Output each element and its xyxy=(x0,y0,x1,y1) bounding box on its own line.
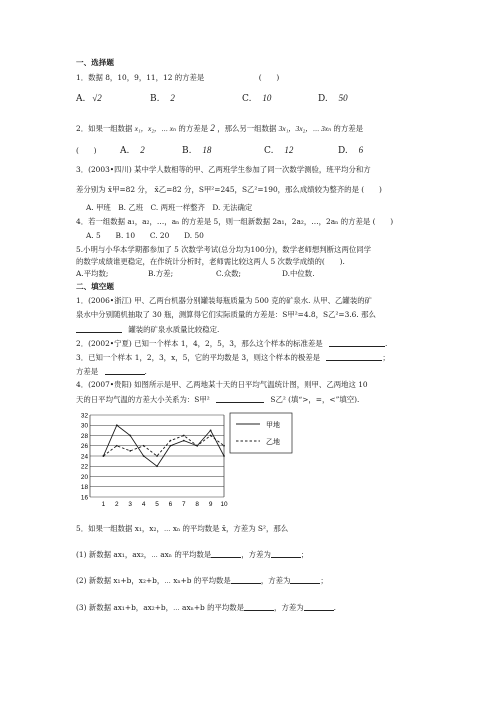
q4-line-1: 4．若一组数据 a₁，a₂，…，aₙ 的方差是 5，则一组新数据 2a₁，2a₂，…，2aₙ 的方差是 ( ) xyxy=(76,217,394,226)
data-point-s0-6 xyxy=(170,445,172,447)
f5-item-2 xyxy=(76,576,328,584)
q2-option-d-value: 6 xyxy=(358,145,364,155)
chart-x-axis xyxy=(102,501,228,508)
q5-option-c[interactable] xyxy=(216,270,241,277)
f2-answer-blank[interactable] xyxy=(329,339,385,347)
q1-option-b-letter: B. xyxy=(150,94,160,104)
f5-line-1: 5．如果一组数据 x₁，x₂，⋯ xₙ 的平均数是 x̄，方差为 S²，那么 xyxy=(76,524,289,533)
q2-text-4: 的方差是 xyxy=(333,124,363,133)
f5-item-2-text-b: ，方差为 xyxy=(260,576,291,585)
x-tick-label: 10 xyxy=(220,501,228,508)
f3-line-1: 3．已知一个样本 1，2，3，x，5，它的平均数是 3，则这个样本的极差是 ； xyxy=(76,353,390,362)
x-tick-label: 2 xyxy=(115,501,119,508)
q2-option-c-value: 12 xyxy=(284,145,294,155)
data-point-s1-7 xyxy=(183,435,185,437)
data-point-s0-7 xyxy=(183,440,185,442)
data-point-s0-4 xyxy=(143,455,145,457)
q5-option-a-value: 平均数; xyxy=(83,269,109,278)
y-tick-label: 22 xyxy=(80,463,88,471)
f3-variance-blank[interactable] xyxy=(105,367,145,375)
x-tick-label: 6 xyxy=(168,501,173,508)
y-tick-label: 24 xyxy=(80,453,88,461)
q2-stem xyxy=(76,124,363,133)
f3-text-2: 方差是 xyxy=(76,367,99,376)
q1-option-c[interactable] xyxy=(242,94,271,104)
chart-y-axis xyxy=(81,412,89,501)
q2-option-a[interactable] xyxy=(120,146,145,156)
q3-line-1: 3．(2003•四川) 某中学人数相等的甲、乙两班学生参加了同一次数学测验，班平均分和方 xyxy=(76,165,371,174)
q1-paren: ( ) xyxy=(258,73,280,82)
y-tick-label: 18 xyxy=(80,484,88,492)
f3-text-1: 3．已知一个样本 1，2，3，x，5，它的平均数是 3，则这个样本的极差是 xyxy=(76,353,321,362)
q5-option-d-value: 中位数. xyxy=(290,269,315,278)
x-tick-label: 7 xyxy=(182,501,186,508)
section-choice-heading: 一、选择题 xyxy=(76,58,114,67)
q5-line-1: 5.小明与小华本学期都参加了 5 次数学考试(总分均为100分)，数学老师想判断这两位同学 xyxy=(76,245,372,254)
f5-item-1-mean-blank[interactable] xyxy=(211,550,241,558)
data-point-s1-5 xyxy=(156,455,158,457)
f5-item-3-text-c: . xyxy=(333,603,336,612)
q2-option-b[interactable] xyxy=(182,146,211,156)
f2-line-1: 2．(2002•宁夏) 已知一个样本 1，4，2，5，3，那么这个样本的标准差是 . xyxy=(76,339,388,348)
f5-item-2-text-a: (2) 新数据 x₁+b，x₂+b，⋯ xₙ+b 的平均数是 xyxy=(76,576,231,585)
f5-item-1 xyxy=(76,550,308,558)
q4-options[interactable]: A. 5 B. 10 C. 20 D. 50 xyxy=(86,231,204,240)
f5-item-2-text-c: ； xyxy=(320,576,328,585)
data-point-s0-5 xyxy=(156,465,158,467)
legend-label-jia: 甲地 xyxy=(266,422,280,429)
data-point-s1-4 xyxy=(143,445,145,447)
data-point-s0-9 xyxy=(210,429,212,431)
f2-text: 2．(2002•宁夏) 已知一个样本 1，4，2，5，3，那么这个样本的标准差是 xyxy=(76,339,323,348)
q1-stem xyxy=(76,74,279,81)
f5-item-1-variance-blank[interactable] xyxy=(271,550,301,558)
f4-text-a: 天的日平均气温的方差大小关系为：S甲² xyxy=(76,395,210,404)
x-tick-label: 4 xyxy=(141,501,146,508)
data-point-s1-3 xyxy=(129,450,131,452)
data-point-s1-8 xyxy=(196,445,198,447)
q2-option-a-letter: A. xyxy=(120,146,130,156)
q2-vars-2: 3x₁，3x₂，⋯ 3xₙ xyxy=(278,124,332,133)
q2-paren: ( ) xyxy=(76,146,97,155)
q2-option-a-value: 2 xyxy=(140,145,145,155)
legend-label-yi: 乙地 xyxy=(266,439,280,446)
q1-option-a-letter: A. xyxy=(76,94,86,104)
q2-option-c[interactable] xyxy=(264,146,293,156)
q2-option-b-letter: B. xyxy=(182,146,192,156)
q1-stem-text: 1．数据 8，10，9，11，12 的方差是 xyxy=(76,73,205,82)
x-tick-label: 8 xyxy=(195,501,199,508)
f1-line-2: 泉水中分别随机抽取了 30 瓶，测算得它们实际质量的方差是：S甲²=4.8，S乙²=3.6. 那么 xyxy=(76,310,376,319)
x-tick-label: 5 xyxy=(155,501,159,508)
f5-item-1-text-c: ； xyxy=(300,550,309,559)
data-point-s0-10 xyxy=(223,455,225,457)
q5-option-a[interactable] xyxy=(76,270,108,277)
data-point-s0-3 xyxy=(129,435,131,437)
q1-option-b-value: 2 xyxy=(170,93,175,103)
f5-item-2-mean-blank[interactable] xyxy=(231,576,261,584)
data-point-s1-6 xyxy=(170,440,172,442)
f1-line-3 xyxy=(76,325,219,333)
f1-line-3-text: 罐装的矿泉水质量比较稳定. xyxy=(128,325,220,334)
q2-value: 2 xyxy=(210,123,215,133)
f4-text-b: S乙² (填“>，=，<”填空). xyxy=(270,395,360,404)
y-tick-label: 28 xyxy=(80,432,88,440)
data-point-s1-9 xyxy=(210,435,212,437)
q1-option-c-letter: C. xyxy=(242,94,252,104)
q3-options[interactable]: A. 甲班 B. 乙班 C. 两班一样整齐 D. 无法确定 xyxy=(86,203,253,212)
data-point-s1-2 xyxy=(116,445,118,447)
q5-option-b-value: 方差; xyxy=(155,269,174,278)
f4-answer-blank[interactable] xyxy=(216,395,264,403)
f4-line-2 xyxy=(76,395,359,403)
chart-legend xyxy=(230,413,292,453)
f5-item-3-text-a: (3) 新数据 ax₁+b，ax₂+b，⋯ axₙ+b 的平均数是 xyxy=(76,603,245,612)
q5-line-2: 的数学成绩谁更稳定，在作统计分析时，老师需比较这两人 5 次数学成绩的( ). xyxy=(76,257,345,266)
f5-item-3-variance-blank[interactable] xyxy=(304,603,334,611)
f3-line-2: 方差是 . xyxy=(76,367,147,376)
q1-option-b[interactable] xyxy=(150,94,175,104)
x-tick-label: 9 xyxy=(208,501,213,508)
f5-item-3-mean-blank[interactable] xyxy=(244,603,274,611)
q5-option-c-value: 众数; xyxy=(223,269,242,278)
y-tick-label: 20 xyxy=(80,473,88,481)
q1-option-a-value: √2 xyxy=(92,93,102,103)
legend-box xyxy=(230,413,292,453)
y-tick-label: 26 xyxy=(80,443,88,451)
q2-text-2: 的方差是 xyxy=(178,124,208,133)
q2-option-d[interactable] xyxy=(338,146,363,156)
q2-vars-1: x₁，x₂，⋯ xₙ xyxy=(134,124,177,133)
q1-option-a[interactable] xyxy=(76,94,102,104)
y-tick-label: 16 xyxy=(80,494,88,502)
f5-item-2-variance-blank[interactable] xyxy=(290,576,320,584)
q3-line-2: 差分别为 x̄甲=82 分， x̄乙=82 分，S甲²=245，S乙²=190，那么成绩较为整齐的是 ( ) xyxy=(76,185,382,194)
data-point-s1-10 xyxy=(223,445,225,447)
q2-text-3: ，那么另一组数据 xyxy=(217,124,277,133)
q2-option-d-letter: D. xyxy=(338,146,348,156)
temperature-line-chart xyxy=(76,408,376,520)
q5-option-a-letter: A. xyxy=(76,269,84,278)
f5-item-1-text-a: (1) 新数据 ax₁，ax₂，⋯ axₙ 的平均数是 xyxy=(76,550,212,559)
q1-option-d-letter: D. xyxy=(318,94,328,104)
f5-item-3 xyxy=(76,603,336,611)
y-tick-label: 30 xyxy=(80,422,88,430)
q2-text-1: 2．如果一组数据 xyxy=(76,124,133,133)
f1-line-1: 1．(2006•浙江) 甲、乙两台机器分别罐装每瓶质量为 500 克的矿泉水. 从甲、乙罐装的矿 xyxy=(76,296,372,305)
q2-option-c-letter: C. xyxy=(264,146,274,156)
f4-line-1: 4．(2007•贵阳) 如图所示是甲、乙两地某十天的日平均气温统计图，则甲、乙两地这 10 xyxy=(76,380,368,389)
data-point-s0-2 xyxy=(116,424,118,426)
q1-option-d[interactable] xyxy=(318,94,348,104)
x-tick-label: 3 xyxy=(128,501,132,508)
f1-answer-blank[interactable] xyxy=(76,325,122,333)
q1-option-c-value: 10 xyxy=(262,93,272,103)
q5-option-d[interactable] xyxy=(282,270,315,277)
q5-option-c-letter: C. xyxy=(216,269,224,278)
f5-item-3-text-b: ，方差为 xyxy=(274,603,304,612)
section-fill-heading: 二、填空题 xyxy=(76,282,114,291)
f3-range-blank[interactable] xyxy=(326,353,382,361)
q2-option-b-value: 18 xyxy=(202,145,212,155)
q1-option-d-value: 50 xyxy=(338,93,348,103)
x-tick-label: 1 xyxy=(101,501,106,508)
y-tick-label: 32 xyxy=(80,412,88,420)
q5-option-d-letter: D. xyxy=(282,269,291,278)
data-point-s1-1 xyxy=(103,455,105,457)
q5-option-b-letter: B. xyxy=(148,269,156,278)
f5-item-1-text-b: ，方差为 xyxy=(241,550,271,559)
q5-option-b[interactable] xyxy=(148,270,173,277)
